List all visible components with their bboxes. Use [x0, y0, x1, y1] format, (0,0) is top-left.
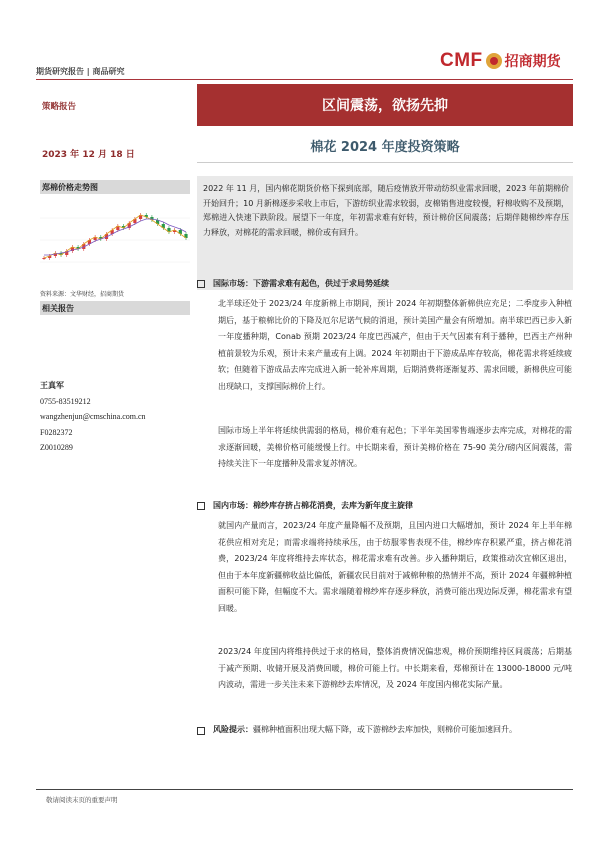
- section-heading-text: 国内市场：棉纱库存挤占棉花消费，去库为新年度主旋律: [213, 501, 413, 510]
- body-paragraph: 就国内产量而言，2023/24 年度产量降幅不及预期，且国内进口大幅增加，预计 2024 年上半年棉花供应相对充足；而需求端将持续承压，由于纺服零售表现不佳，棉纱库存积累严重，挤占棉花消费，2023/24 年度将维持去库状态，棉花需求难有改善。步入播种期后，政策推动次宜棉区退出，但由于本年度新疆棉收益比偏低，新疆农民目前对于减棉种粮的热情并不高，预计 2024 年疆棉种植面积可能下降，但幅度不大。需求端随着棉纱库存逐步释放，消费可能出现边际反弹，棉花需求有望回暖。: [218, 521, 572, 613]
- analyst-name: 王真军: [40, 381, 64, 390]
- series-line: [44, 215, 186, 258]
- checkbox-bullet-icon: [197, 280, 205, 288]
- related-heading: 相关报告: [42, 304, 74, 313]
- risk-body: 疆棉种植面积出现大幅下降，或下游棉纱去库加快，则棉价可能加速回升。: [253, 725, 517, 734]
- chart-heading-bar: [40, 180, 190, 194]
- body-paragraph: 国际市场上半年将延续供需弱的格局，棉价难有起色；下半年美国零售端逐步去库完成，对棉花的需求逐渐回暖，美棉价格可能缓慢上行。中长期来看，预计美棉价格在 75-90 美分/磅内区间震荡，需持续关注下一年度播种及需求复苏情况。: [218, 426, 572, 469]
- report-title: 区间震荡，欲扬先抑: [197, 84, 573, 126]
- body-paragraph: 2023/24 年度国内将维持供过于求的格局，整体消费情况偏悲观，棉价预期维持区间震荡；后期基于减产预期、收储开展及消费回暖，棉价可能上行。中长期来看，郑棉预计在 13000-18000 元/吨内波动，需进一步关注未来下游棉纱去库情况，及 2024 年度国内棉花实际产量。: [218, 647, 572, 690]
- summary-box: [197, 176, 573, 290]
- report-type: 策略报告: [42, 102, 77, 112]
- logo-seal-icon: [486, 53, 502, 69]
- candle-body: [42, 258, 45, 259]
- section-heading: [197, 278, 389, 289]
- chart-source: 资料来源：文华财经，招商期货: [40, 291, 125, 298]
- report-subtitle: 棉花 2024 年度投资策略: [310, 139, 460, 155]
- footer-disclaimer: 敬请阅读末页的重要声明: [46, 796, 118, 804]
- report-date: 2023 年 12 月 18 日: [42, 150, 135, 160]
- license-number: Z0010289: [40, 443, 73, 452]
- checkbox-bullet-icon: [197, 502, 205, 510]
- section-heading: [197, 500, 413, 511]
- risk-label: 风险提示：: [213, 725, 253, 734]
- chart-heading: 郑棉价格走势图: [42, 183, 98, 192]
- related-heading-bar: [40, 301, 190, 315]
- section-heading-text: 国际市场：下游需求难有起色，供过于求局势延续: [213, 279, 389, 288]
- logo-cn: 招商期货: [504, 54, 561, 70]
- logo-latin: CMF: [440, 50, 483, 71]
- analyst-email[interactable]: wangzhenjun@cmschina.com.cn: [40, 412, 146, 421]
- body-paragraph: 北半球还处于 2023/24 年度新棉上市期间，预计 2024 年初期整体新棉供应充足；二季度步入种植期后，基于粮棉比价的下降及厄尔尼诺气候的消退，预计美国产量会有所增加。南半球巴西已步入新一年度播种期，Conab 预期 2023/24 年度巴西减产，但由于天气因素有利于播种，巴西主产州种植前景较为乐观，预计未来产量或有上调。2024 年初期由于下游成品库存较高，棉花需求将延续疲软；但随着下游成品去库完成进入新一轮补库周期，后期消费将逐渐复苏、需求回暖，新棉供应可能出现缺口，支撑国际棉价上行。: [218, 299, 572, 391]
- risk-text: [213, 722, 567, 739]
- subtitle-divider: [197, 162, 573, 163]
- analyst-phone: 0755-83519212: [40, 397, 91, 406]
- risk-note: [197, 722, 567, 739]
- license-number: F0282372: [40, 428, 73, 437]
- checkbox-bullet-icon: [197, 727, 205, 735]
- report-category: 期货研究报告 | 商品研究: [36, 67, 125, 76]
- footer-divider: [36, 789, 573, 790]
- company-logo: [440, 48, 561, 74]
- price-chart: [40, 196, 190, 284]
- summary-text: 2022 年 11 月，国内棉花期货价格下探到底部，随后疫情放开带动纺织业需求回暖，2023 年前期棉价开始回升；10 月新棉逐步采收上市后，下游纺织业需求较弱，皮棉销售进度较慢，籽棉收购不及预期，郑棉进入快速下跌阶段。展望下一年度，年初需求难有好转，预计棉价区间震荡；后期伴随棉纱库存压力释放，对棉花的需求回暖，棉价或有回升。: [203, 184, 569, 237]
- header-divider: [36, 79, 573, 80]
